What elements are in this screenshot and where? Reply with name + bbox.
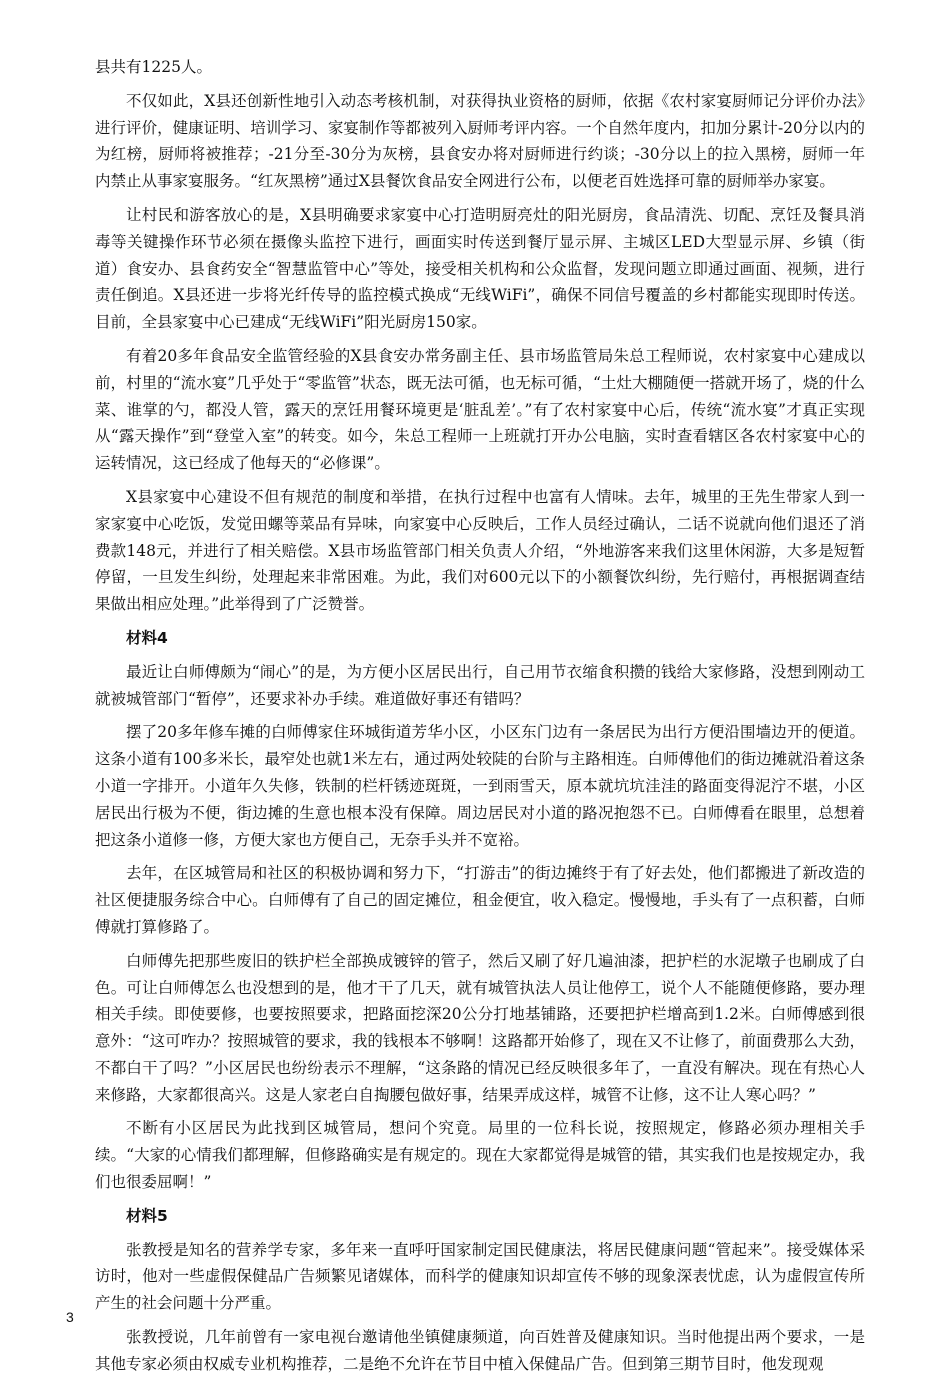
paragraph: 张教授说，几年前曾有一家电视台邀请他坐镇健康频道，向百姓普及健康知识。当时他提出两个要求，一是其他专家必须由权威专业机构推荐，二是绝不允许在节目中植入保健品广告。但到第三期节目时，他发现观 bbox=[95, 1328, 865, 1373]
paragraph: 让村民和游客放心的是，X县明确要求家宴中心打造明厨亮灶的阳光厨房，食品清洗、切配、烹饪及餐具消毒等关键操作环节必须在摄像头监控下进行，画面实时传送到餐厅显示屏、主城区LED大型显示屏、乡镇（街道）食安办、县食药安全“智慧监管中心”等处，接受相关机构和公众监督，发现问题立即通过画面、视频，进行责任倒追。X县还进一步将光纤传导的监控模式换成“无线WiFi”，确保不同信号覆盖的乡村都能实现即时传送。目前，全县家宴中心已建成“无线WiFi”阳光厨房150家。 bbox=[95, 205, 865, 332]
section-heading-material-4: 材料4 bbox=[126, 628, 168, 647]
paragraph: 张教授是知名的营养学专家，多年来一直呼吁国家制定国民健康法，将居民健康问题“管起来”。接受媒体采访时，他对一些虚假保健品广告频繁见诸媒体，而科学的健康知识却宣传不够的现象深表忧虑，认为虚假宣传所产生的社会问题十分严重。 bbox=[95, 1240, 865, 1313]
paragraph: 有着20多年食品安全监管经验的X县食安办常务副主任、县市场监管局朱总工程师说，农村家宴中心建成以前，村里的“流水宴”几乎处于“零监管”状态，既无法可循，也无标可循，“土灶大棚随便一搭就开场了，烧的什么菜、谁掌的勺，都没人管，露天的烹饪用餐环境更是‘脏乱差’。”有了农村家宴中心后，传统“流水宴”才真正实现从“露天操作”到“登堂入室”的转变。如今，朱总工程师一上班就打开办公电脑，实时查看辖区各农村家宴中心的运转情况，这已经成了他每天的“必修课”。 bbox=[95, 346, 865, 473]
paragraph: 摆了20多年修车摊的白师傅家住环城街道芳华小区，小区东门边有一条居民为出行方便沿围墙边开的便道。这条小道有100多米长，最窄处也就1米左右，通过两处较陡的台阶与主路相连。白师傅他们的街边摊就沿着这条小道一字排开。小道年久失修，铁制的栏杆锈迹斑斑，一到雨雪天，原本就坑坑洼洼的路面变得泥泞不堪，小区居民出行极为不便，街边摊的生意也根本没有保障。周边居民对小道的路况抱怨不已。白师傅看在眼里，总想着把这条小道修一修，方便大家也方便自己，无奈手头并不宽裕。 bbox=[95, 723, 865, 849]
document-body bbox=[95, 54, 865, 1385]
paragraph: 县共有1225人。 bbox=[95, 58, 212, 76]
section-heading-material-5: 材料5 bbox=[126, 1206, 168, 1225]
page-number: 3 bbox=[66, 1309, 74, 1325]
paragraph: 不仅如此，X县还创新性地引入动态考核机制，对获得执业资格的厨师，依据《农村家宴厨师记分评价办法》进行评价，健康证明、培训学习、家宴制作等都被列入厨师考评内容。一个自然年度内，扣加分累计-20分以内的为红榜，厨师将被推荐；-21分至-30分为灰榜，县食安办将对厨师进行约谈；-30分以上的拉入黑榜，厨师一年内禁止从事家宴服务。“红灰黑榜”通过X县餐饮食品安全网进行公布，以便老百姓选择可靠的厨师举办家宴。 bbox=[95, 91, 865, 191]
paragraph: 白师傅先把那些废旧的铁护栏全部换成镀锌的管子，然后又刷了好几遍油漆，把护栏的水泥墩子也刷成了白色。可让白师傅怎么也没想到的是，他才干了几天，就有城管执法人员让他停工，说个人不能随便修路，要办理相关手续。即使要修，也要按照要求，把路面挖深20公分打地基铺路，还要把护栏增高到1.2米。白师傅感到很意外：“这可咋办？按照城管的要求，我的钱根本不够啊！这路都开始修了，现在又不让修了，前面费那么大劲，不都白干了吗？”小区居民也纷纷表示不理解，“这条路的情况已经反映很多年了，一直没有解决。现在有热心人来修路，大家都很高兴。这是人家老白自掏腰包做好事，结果弄成这样，城管不让修，这不让人寒心吗？” bbox=[95, 951, 865, 1104]
paragraph: 不断有小区居民为此找到区城管局，想问个究竟。局里的一位科长说，按照规定，修路必须办理相关手续。“大家的心情我们都理解，但修路确实是有规定的。现在大家都觉得是城管的错，其实我们也是按规定办，我们也很委屈啊！” bbox=[95, 1119, 865, 1192]
paragraph: 去年，在区城管局和社区的积极协调和努力下，“打游击”的街边摊终于有了好去处，他们都搬进了新改造的社区便捷服务综合中心。白师傅有了自己的固定摊位，租金便宜，收入稳定。慢慢地，手头有了一点积蓄，白师傅就打算修路了。 bbox=[95, 864, 865, 936]
paragraph: 最近让白师傅颇为“闹心”的是，为方便小区居民出行，自己用节衣缩食积攒的钱给大家修路，没想到刚动工就被城管部门“暂停”，还要求补办手续。难道做好事还有错吗？ bbox=[95, 662, 865, 708]
paragraph: X县家宴中心建设不但有规范的制度和举措，在执行过程中也富有人情味。去年，城里的王先生带家人到一家家宴中心吃饭，发觉田螺等菜品有异味，向家宴中心反映后，工作人员经过确认，二话不说就向他们退还了消费款148元，并进行了相关赔偿。X县市场监管部门相关负责人介绍，“外地游客来我们这里休闲游，大多是短暂停留，一旦发生纠纷，处理起来非常困难。为此，我们对600元以下的小额餐饮纠纷，先行赔付，再根据调查结果做出相应处理。”此举得到了广泛赞誉。 bbox=[95, 487, 865, 614]
